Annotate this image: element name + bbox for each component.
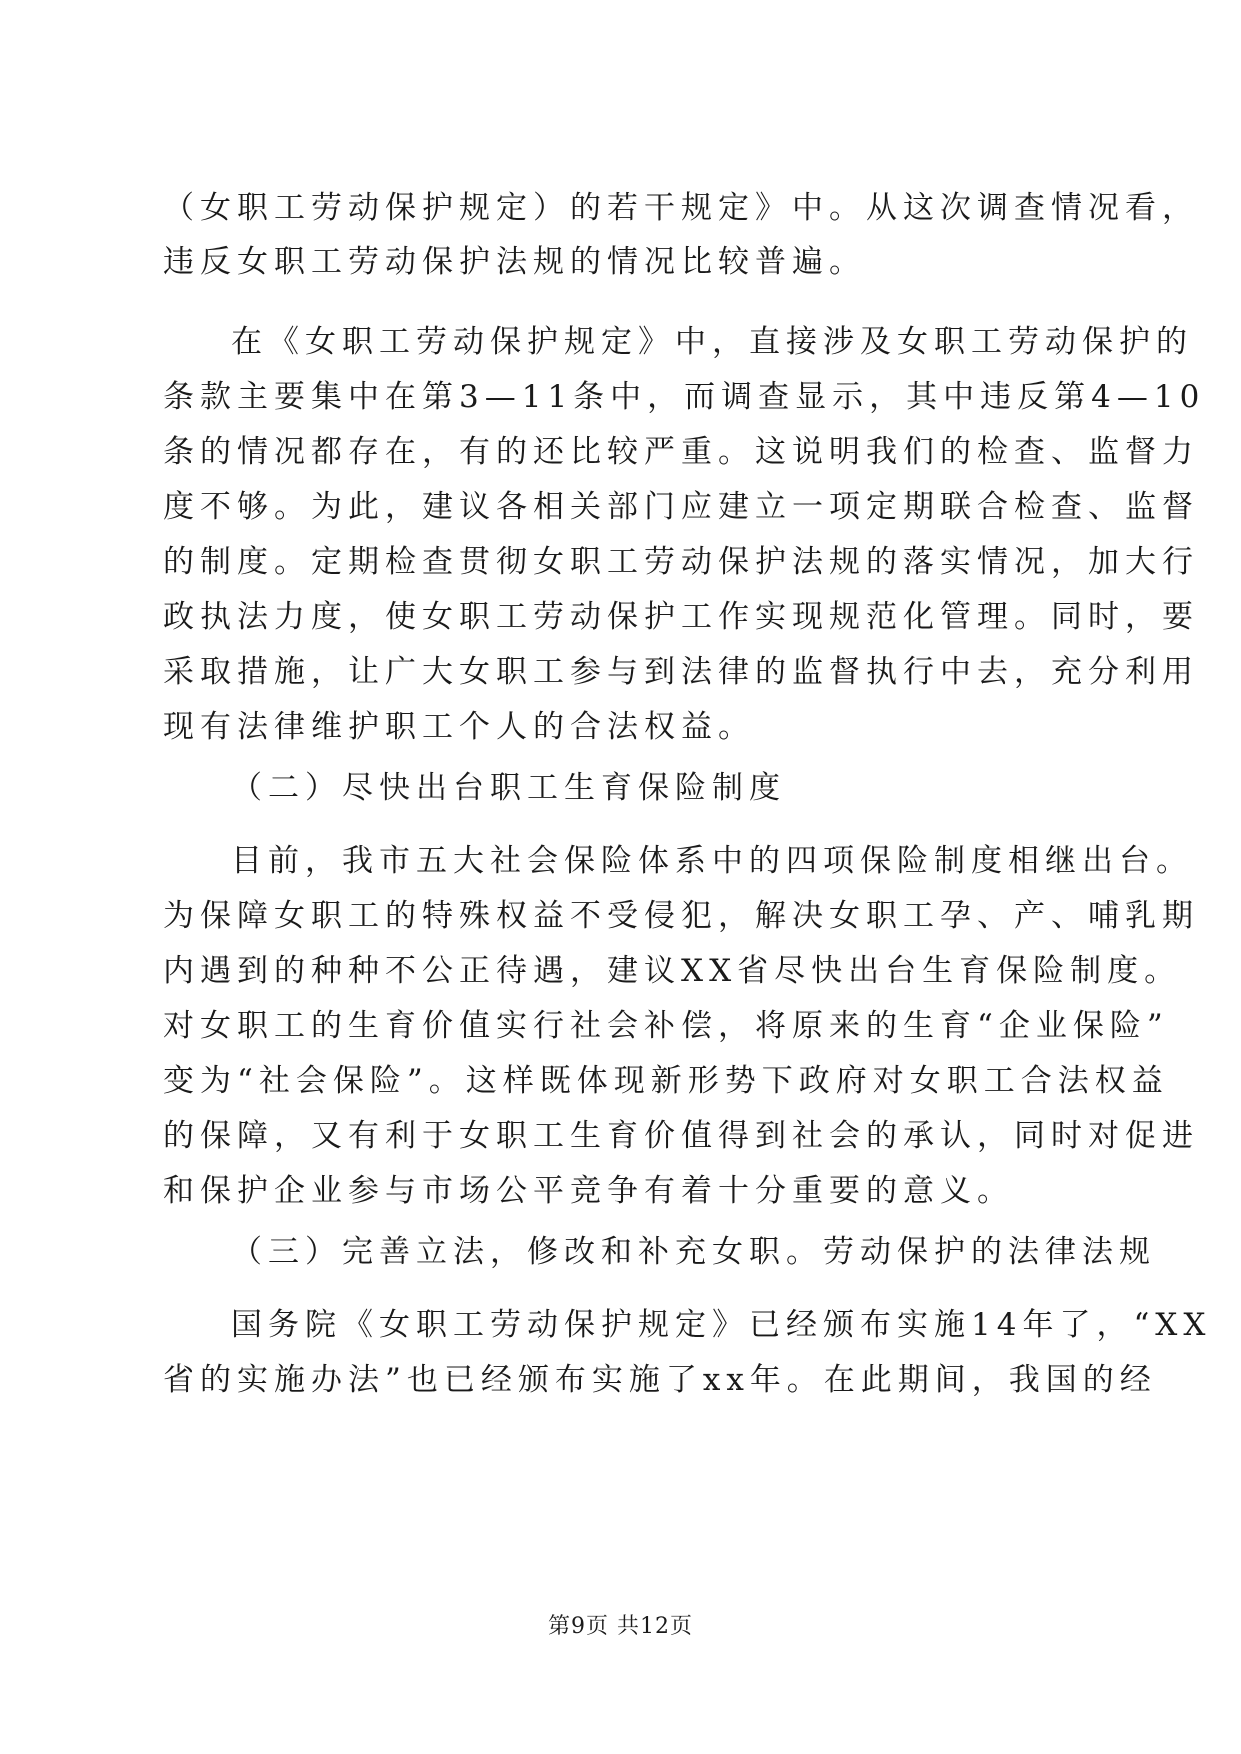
body-text-line: 为保障女职工的特殊权益不受侵犯，解决女职工孕、产、哺乳期 [163, 898, 1199, 934]
paragraph-first-line: 目前，我市五大社会保险体系中的四项保险制度相继出台。 [231, 843, 1193, 879]
body-text-line: 条款主要集中在第3—11条中，而调查显示，其中违反第4—10 [163, 379, 1206, 415]
body-text-line: 条的情况都存在，有的还比较严重。这说明我们的检查、监督力 [163, 434, 1199, 470]
section-heading: （三）完善立法，修改和补充女职。劳动保护的法律法规 [231, 1234, 1156, 1270]
body-text-line: 度不够。为此，建议各相关部门应建立一项定期联合检查、监督 [163, 489, 1199, 525]
body-text-line: 和保护企业参与市场公平竞争有着十分重要的意义。 [163, 1173, 1014, 1209]
body-text-line: 政执法力度，使女职工劳动保护工作实现规范化管理。同时，要 [163, 599, 1199, 635]
body-text-line: 内遇到的种种不公正待遇，建议XX省尽快出台生育保险制度。 [163, 953, 1182, 989]
page-number-footer: 第9页 共12页 [548, 1614, 693, 1639]
body-text-line: 采取措施，让广大女职工参与到法律的监督执行中去，充分利用 [163, 654, 1199, 690]
section-heading: （二）尽快出台职工生育保险制度 [231, 770, 786, 806]
body-text-line: 的制度。定期检查贯彻女职工劳动保护法规的落实情况，加大行 [163, 544, 1199, 580]
paragraph-first-line: 国务院《女职工劳动保护规定》已经颁布实施14年了，“XX [231, 1307, 1212, 1343]
body-text-line: 现有法律维护职工个人的合法权益。 [163, 709, 755, 745]
paragraph-first-line: 在《女职工劳动保护规定》中，直接涉及女职工劳动保护的 [231, 324, 1193, 360]
body-text-line: 对女职工的生育价值实行社会补偿，将原来的生育“企业保险” [163, 1008, 1169, 1044]
body-text-line: 省的实施办法”也已经颁布实施了xx年。在此期间，我国的经 [163, 1362, 1157, 1398]
body-text-line: （女职工劳动保护规定）的若干规定》中。从这次调查情况看， [163, 190, 1199, 226]
body-text-line: 变为“社会保险”。这样既体现新形势下政府对女职工合法权益 [163, 1063, 1169, 1099]
body-text-line: 违反女职工劳动保护法规的情况比较普遍。 [163, 244, 866, 280]
body-text-line: 的保障，又有利于女职工生育价值得到社会的承认，同时对促进 [163, 1118, 1199, 1154]
